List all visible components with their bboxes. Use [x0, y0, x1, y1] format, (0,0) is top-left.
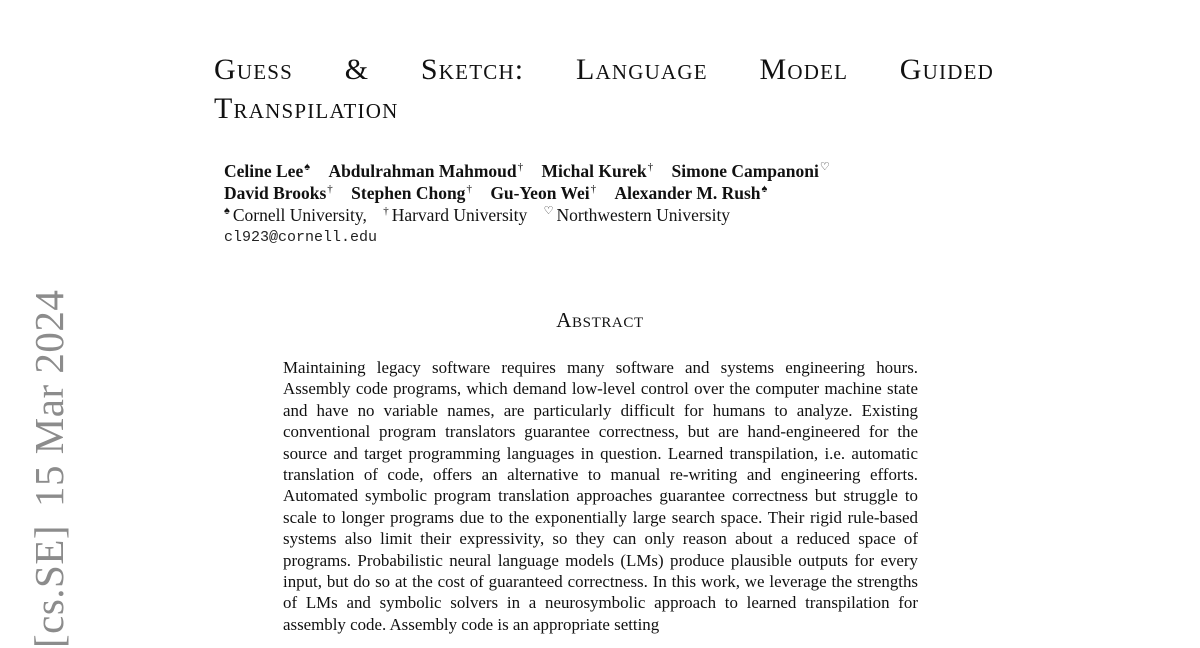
author: Alexander M. Rush♠	[614, 183, 768, 203]
paper-title	[214, 50, 994, 128]
author: Stephen Chong†	[351, 183, 472, 203]
title-line-1: Guess & Sketch: Language Model Guided	[214, 53, 994, 86]
affiliations	[224, 204, 984, 226]
abstract-text: Maintaining legacy software requires many software and systems engineering hours. Assembly code programs, which demand low-level control over the computer machine state and have no variable names, are particularly difficult for humans to analyze. Existing conventional program translators guarantee correctness, but are hand-engineered for the source and target programming languages in question. Learned transpilation, i.e. automatic translation of code, offers an alternative to manual re-writing and engineering efforts. Automated symbolic program translation approaches guarantee correctness but struggle to scale to longer programs due to the exponentially large search space. Their rigid rule-based systems also limit their expressivity, so they can only reason about a reduced space of programs. Probabilistic neural language models (LMs) produce plausible outputs for every input, but do so at the cost of guaranteed correctness. In this work, we leverage the strengths of LMs and symbolic solvers in a neurosymbolic approach to learned transpilation for assembly code. Assembly code is an appropriate setting	[283, 358, 918, 634]
affiliation: ♡ Northwestern University	[543, 205, 731, 225]
author: Abdulrahman Mahmoud†	[328, 161, 524, 181]
abstract-heading: Abstract	[556, 308, 644, 332]
author: Gu-Yeon Wei†	[490, 183, 597, 203]
author-row-1	[224, 160, 984, 182]
title-line-2: Transpilation	[214, 92, 399, 125]
arxiv-stamp	[26, 289, 72, 648]
author: Michal Kurek†	[541, 161, 654, 181]
author: Celine Lee♠	[224, 161, 311, 181]
arxiv-category: [cs.SE]	[26, 524, 72, 648]
author-email: cl923@cornell.edu	[224, 229, 378, 246]
author: Simone Campanoni♡	[671, 161, 830, 181]
author-row-2	[224, 182, 984, 204]
affiliation: † Harvard University	[383, 205, 528, 225]
author: David Brooks†	[224, 183, 333, 203]
author-block	[224, 160, 984, 250]
arxiv-date: 15 Mar 2024	[26, 289, 72, 507]
affiliation: ♠ Cornell University,	[224, 205, 367, 225]
